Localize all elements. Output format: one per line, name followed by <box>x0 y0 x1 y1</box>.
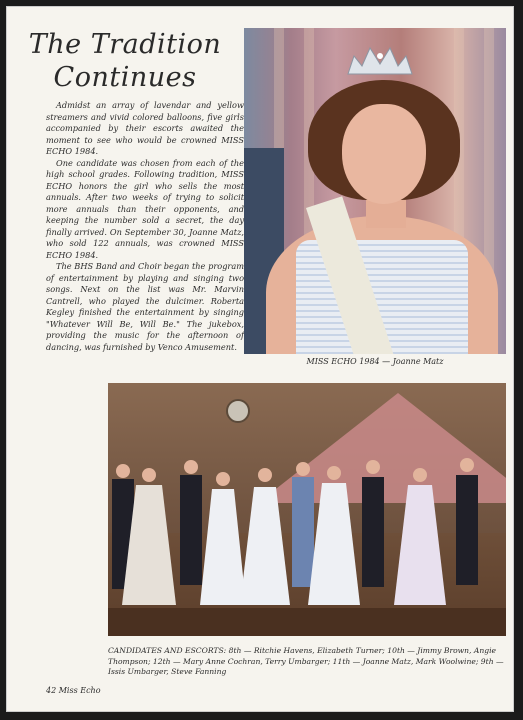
queen-caption: MISS ECHO 1984 — Joanne Matz <box>306 357 444 366</box>
paragraph-3: The BHS Band and Choir began the program of entertainment by playing and singing two songs. Next on the list was Mr. Marvin Cantrell, who played the dulcimer. Roberta Kegley finished the entertainment by singing "Whatever Will Be, Will Be." The jukebox, providing the music for the afternoon of dancing, was furnished by Venco Amusement. <box>46 261 244 352</box>
title-line-1: The Tradition <box>28 29 222 60</box>
candidates-group-photo <box>108 383 506 636</box>
article-body <box>46 100 244 353</box>
miss-echo-photo <box>244 28 506 354</box>
paragraph-2: One candidate was chosen from each of the high school grades. Following tradition, MISS ECHO honors the girl who sells the most annuals. After two weeks of trying to solicit more annuals than their opponents, and keeping the number sold a secret, the day finally arrived. On September 30, Joanne Matz, who sold 122 annuals, was crowned MISS ECHO 1984. <box>46 157 244 260</box>
tiara-icon <box>344 42 416 76</box>
group-caption: CANDIDATES AND ESCORTS: 8th — Ritchie Havens, Elizabeth Turner; 10th — Jimmy Brown, Angie Thompson; 12th — Mary Anne Cochran, Terry Umbarger; 11th — Joanne Matz, Mark Woolwine; 9th — Issis Umbarger, Steve Fanning <box>108 646 504 676</box>
paragraph-1: Admidst an array of lavendar and yellow streamers and vivid colored balloons, five girls accompanied by their escorts awaited the moment to see who would be crowned MISS ECHO 1984. <box>46 100 244 156</box>
title-line-2: Continues <box>53 62 197 93</box>
yearbook-page <box>6 6 514 712</box>
clock-icon <box>226 399 250 423</box>
group-figures <box>108 455 506 615</box>
article-title <box>6 28 244 94</box>
page-folio: 42 Miss Echo <box>46 686 101 695</box>
